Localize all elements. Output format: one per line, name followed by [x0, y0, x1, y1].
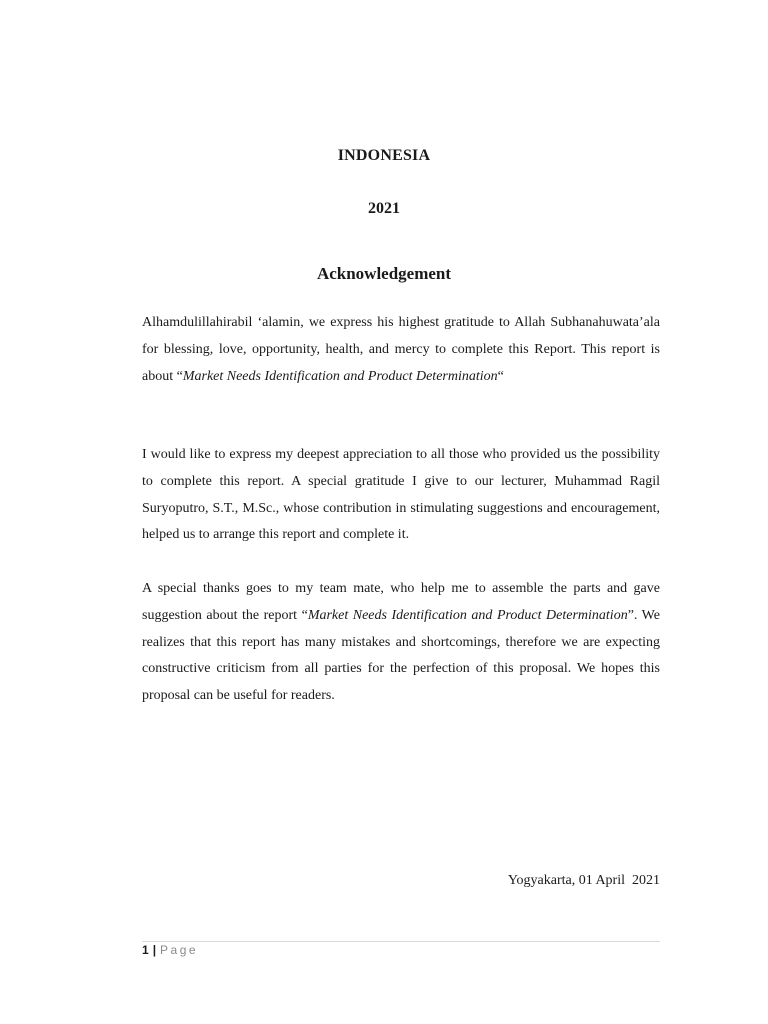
- paragraph-thanks: [142, 576, 660, 710]
- country-heading: INDONESIA: [337, 147, 431, 164]
- page-label: Page: [160, 943, 199, 957]
- report-title-italic: Market Needs Identification and Product Determination: [182, 368, 498, 384]
- paragraph-text: “: [497, 368, 504, 384]
- page-footer: [142, 943, 198, 957]
- paragraph-appreciation: [142, 442, 660, 549]
- footer-divider: [142, 941, 660, 942]
- paragraph-text: ”. We realizes that this report has many mistakes and shortcomings, therefore we are expecting constructive criticism from all parties for the perfection of this proposal. We hopes this proposal can be useful for readers.: [142, 607, 660, 704]
- page-title: Acknowledgement: [316, 264, 452, 283]
- report-title-italic: Market Needs Identification and Product Determination: [307, 607, 628, 623]
- paragraph-text: A special thanks goes to my team mate, who help me to assemble the parts and gave suggestion about the report “: [142, 581, 660, 623]
- page-number: 1: [142, 943, 149, 957]
- place-date-signoff: Yogyakarta, 01 April 2021: [507, 873, 660, 888]
- paragraph-text: I would like to express my deepest appreciation to all those who provided us the possibility to complete this report. A special gratitude I give to our lecturer, Muhammad Ragil Suryoputro, S.T., M.Sc., whose contribution in stimulating suggestions and encouragement, helped us to arrange this report and complete it.: [142, 447, 660, 543]
- year-heading: 2021: [368, 200, 400, 217]
- footer-separator: |: [152, 943, 157, 957]
- paragraph-text: Alhamdulillahirabil ‘alamin, we express his highest gratitude to Allah Subhanahuwata’ala for blessing, love, opportunity, health, and mercy to complete this Report. This report is about “: [142, 315, 660, 384]
- paragraph-gratitude: [142, 310, 660, 390]
